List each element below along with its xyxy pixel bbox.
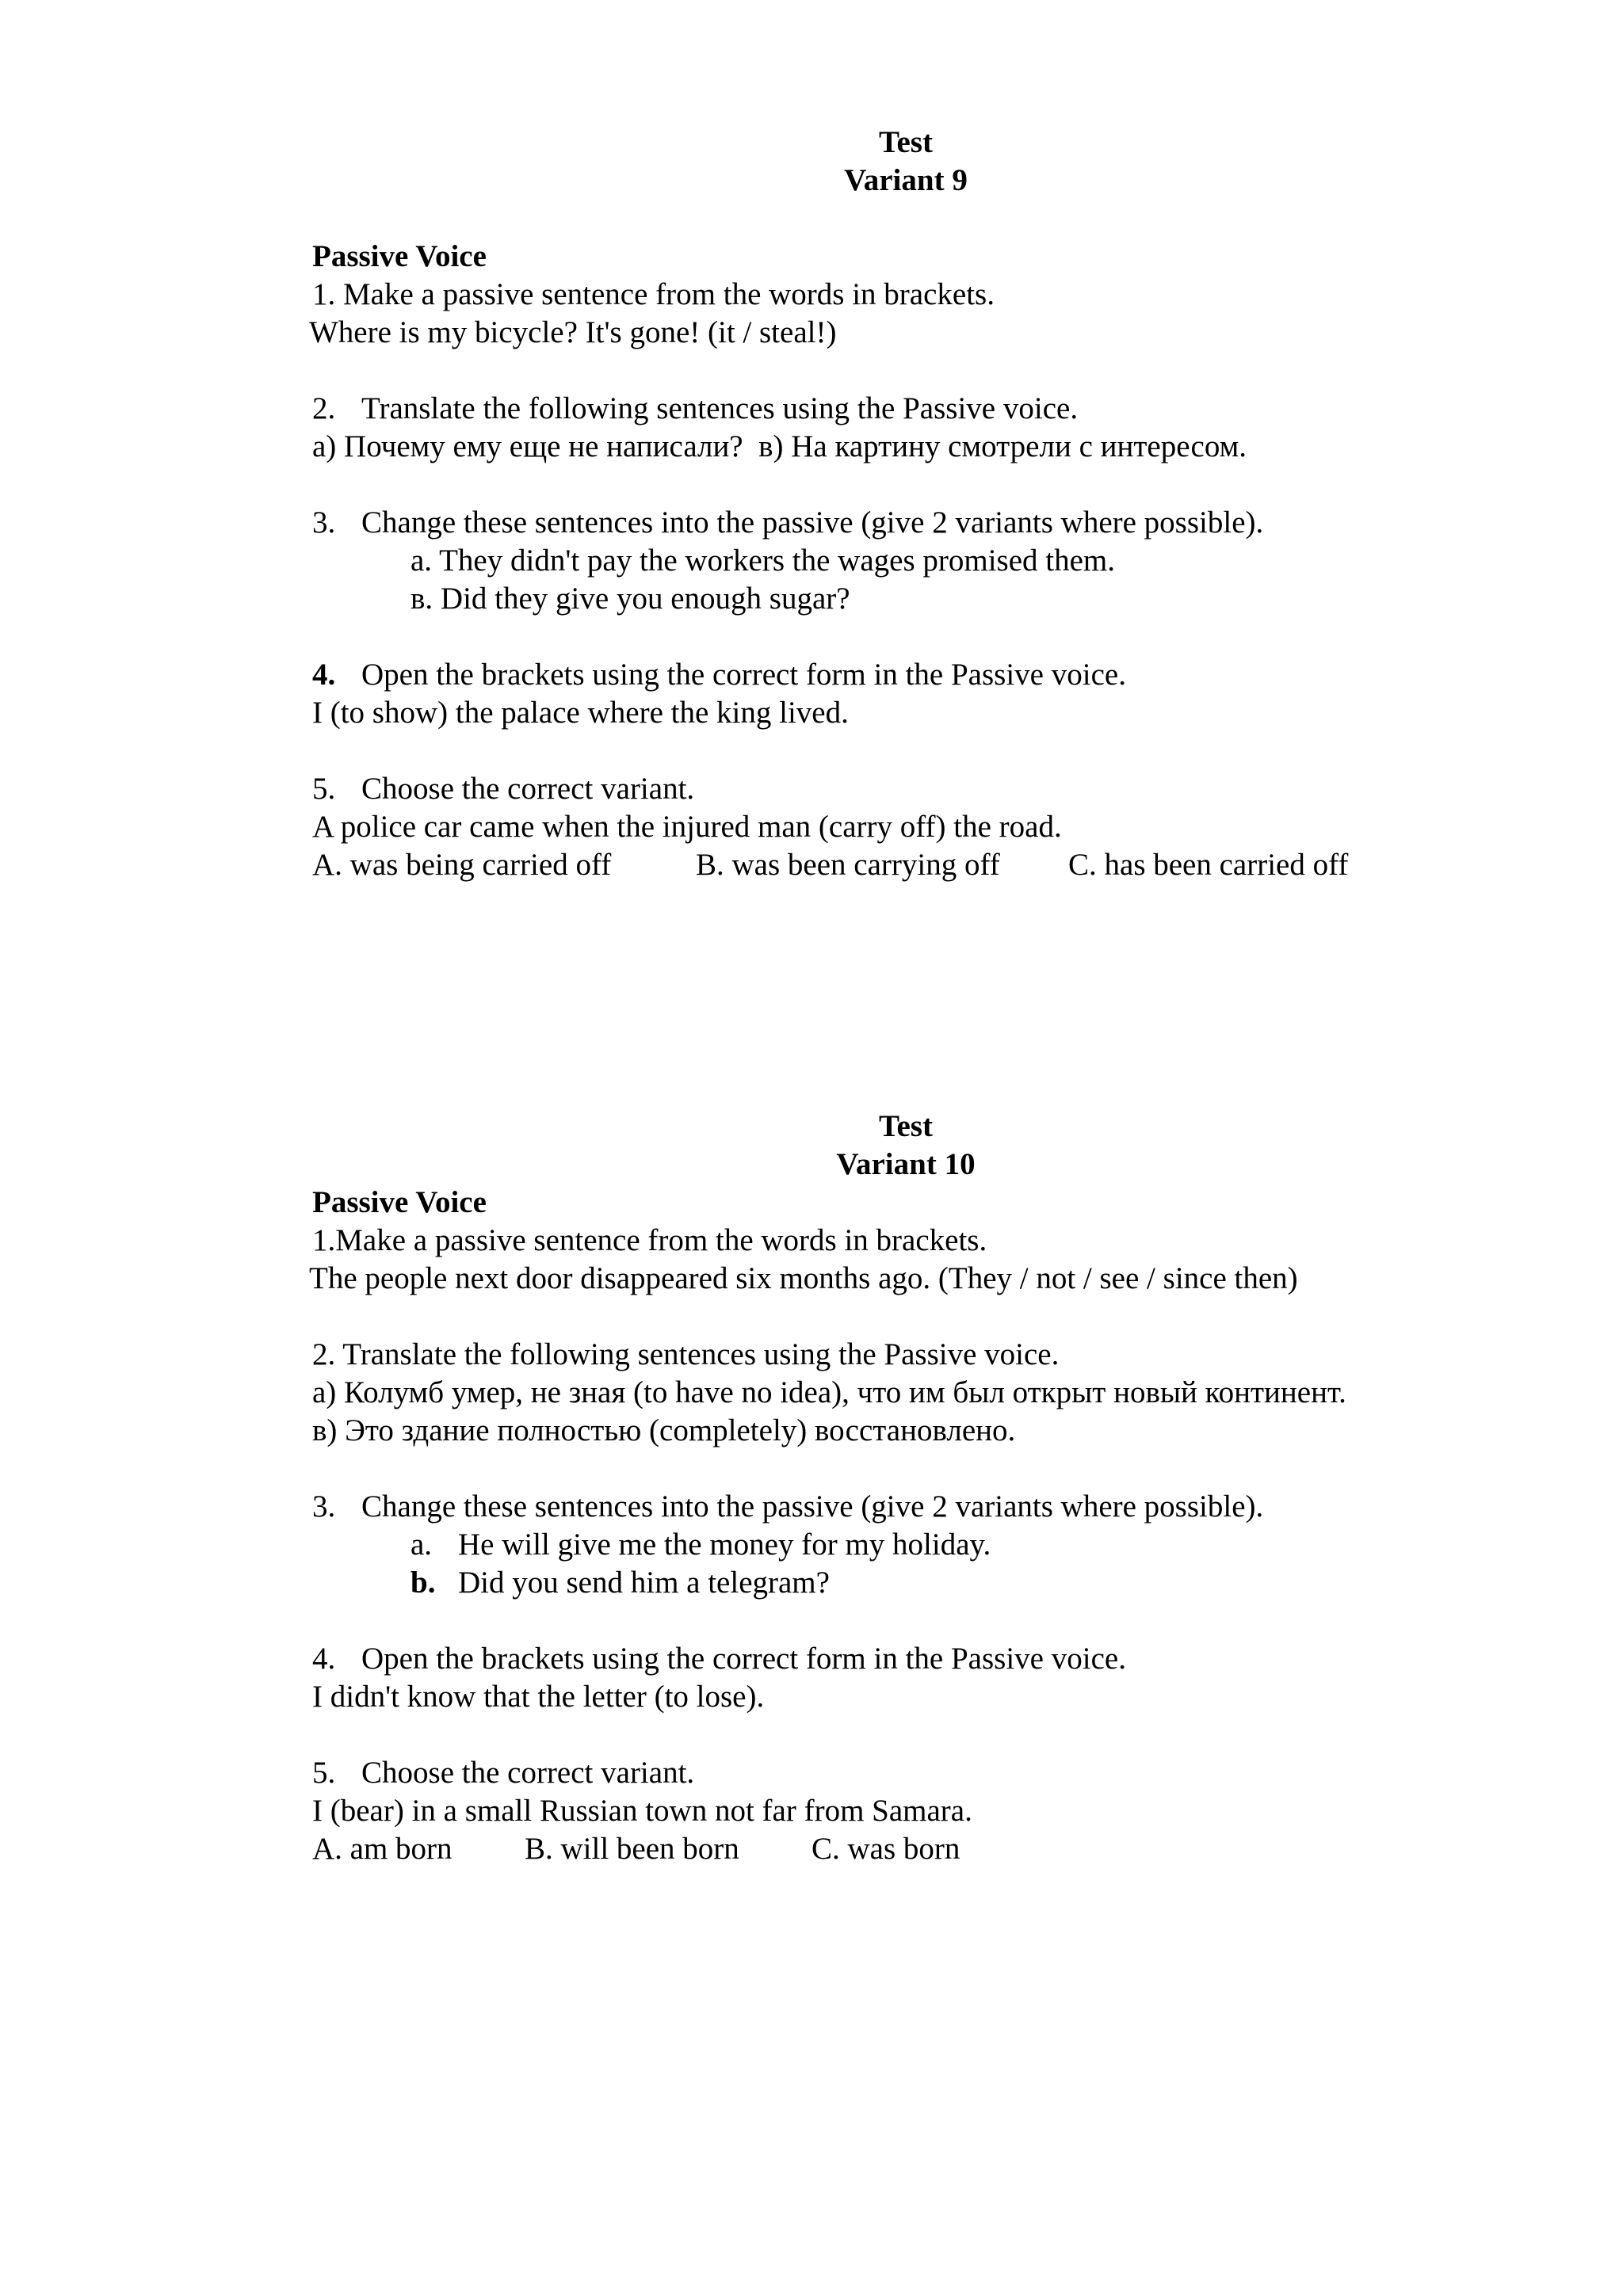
- variant10-section-heading: Passive Voice: [312, 1185, 487, 1219]
- variant10-q5-option-a: A. am born: [312, 1832, 453, 1866]
- variant10-q3-item-a: [411, 1526, 991, 1564]
- item-text: Did you send him a telegram?: [458, 1566, 830, 1600]
- variant10-q3-item-b: [411, 1564, 830, 1602]
- variant10-q4-sentence: I didn't know that the letter (to lose).: [312, 1680, 765, 1714]
- instruction-text: Change these sentences into the passive (give 2 variants where possible).: [361, 1489, 1264, 1524]
- variant9-q5-option-c: C. has been carried off: [1068, 848, 1349, 882]
- variant9-q5-option-a: A. was being carried off: [312, 848, 612, 882]
- item-text: He will give me the money for my holiday.: [458, 1527, 991, 1562]
- variant10-q5-sentence: I (bear) in a small Russian town not far from Samara.: [312, 1794, 972, 1828]
- variant9-q2-instruction: [312, 390, 1078, 428]
- instruction-text: Open the brackets using the correct form in the Passive voice.: [361, 1642, 1126, 1676]
- variant9-section-heading: Passive Voice: [312, 239, 487, 273]
- variant10-q1-instruction: 1.Make a passive sentence from the words in brackets.: [312, 1223, 987, 1257]
- variant9-q3-item-b: в. Did they give you enough sugar?: [411, 582, 850, 616]
- variant10-q1-sentence: The people next door disappeared six months ago. (They / not / see / since then): [309, 1261, 1298, 1295]
- variant10-q2-sentence-b: в) Это здание полностью (completely) восстановлено.: [312, 1413, 1016, 1447]
- variant10-q5-option-c: C. was born: [812, 1832, 960, 1866]
- variant9-q5-option-b: B. was been carrying off: [696, 848, 1000, 882]
- question-number: 3.: [312, 1489, 336, 1524]
- question-number: 4.: [312, 1642, 336, 1676]
- variant10-q2-instruction: 2. Translate the following sentences using the Passive voice.: [312, 1337, 1060, 1371]
- variant10-title: Test: [879, 1109, 933, 1143]
- instruction-text: Choose the correct variant.: [361, 772, 695, 806]
- variant9-q3-item-a: a. They didn't pay the workers the wages promised them.: [411, 543, 1116, 578]
- variant10-q2-sentence-a: а) Колумб умер, не зная (to have no idea), что им был открыт новый континент.: [312, 1375, 1346, 1409]
- item-letter: b.: [411, 1566, 436, 1600]
- variant9-q4-instruction: [312, 656, 1126, 694]
- instruction-text: Change these sentences into the passive (give 2 variants where possible).: [361, 505, 1264, 540]
- variant9-q1-instruction: 1. Make a passive sentence from the words in brackets.: [312, 277, 995, 311]
- variant9-q2-sentences: а) Почему ему еще не написали? в) На картину смотрели с интересом.: [312, 429, 1247, 463]
- instruction-text: Choose the correct variant.: [361, 1756, 695, 1790]
- variant9-subtitle: Variant 9: [844, 163, 968, 197]
- variant10-q3-instruction: [312, 1488, 1263, 1526]
- variant9-q4-sentence: I (to show) the palace where the king lived.: [312, 696, 849, 730]
- question-number: 4.: [312, 658, 336, 692]
- variant9-q3-instruction: [312, 504, 1263, 542]
- question-number: 2.: [312, 391, 336, 425]
- question-number: 3.: [312, 505, 336, 540]
- variant9-q5-sentence: A police car came when the injured man (carry off) the road.: [312, 810, 1062, 844]
- item-letter: a.: [411, 1527, 433, 1562]
- variant9-q1-sentence: Where is my bicycle? It's gone! (it / steal!): [309, 315, 837, 349]
- variant9-title: Test: [879, 125, 933, 159]
- instruction-text: Translate the following sentences using the Passive voice.: [361, 391, 1079, 425]
- variant10-q5-option-b: B. will been born: [525, 1832, 739, 1866]
- question-number: 5.: [312, 1756, 336, 1790]
- variant10-q5-instruction: [312, 1754, 694, 1792]
- question-number: 5.: [312, 772, 336, 806]
- variant10-subtitle: Variant 10: [836, 1147, 976, 1181]
- variant9-q5-instruction: [312, 770, 694, 808]
- instruction-text: Open the brackets using the correct form in the Passive voice.: [361, 658, 1126, 692]
- variant10-q4-instruction: [312, 1640, 1126, 1678]
